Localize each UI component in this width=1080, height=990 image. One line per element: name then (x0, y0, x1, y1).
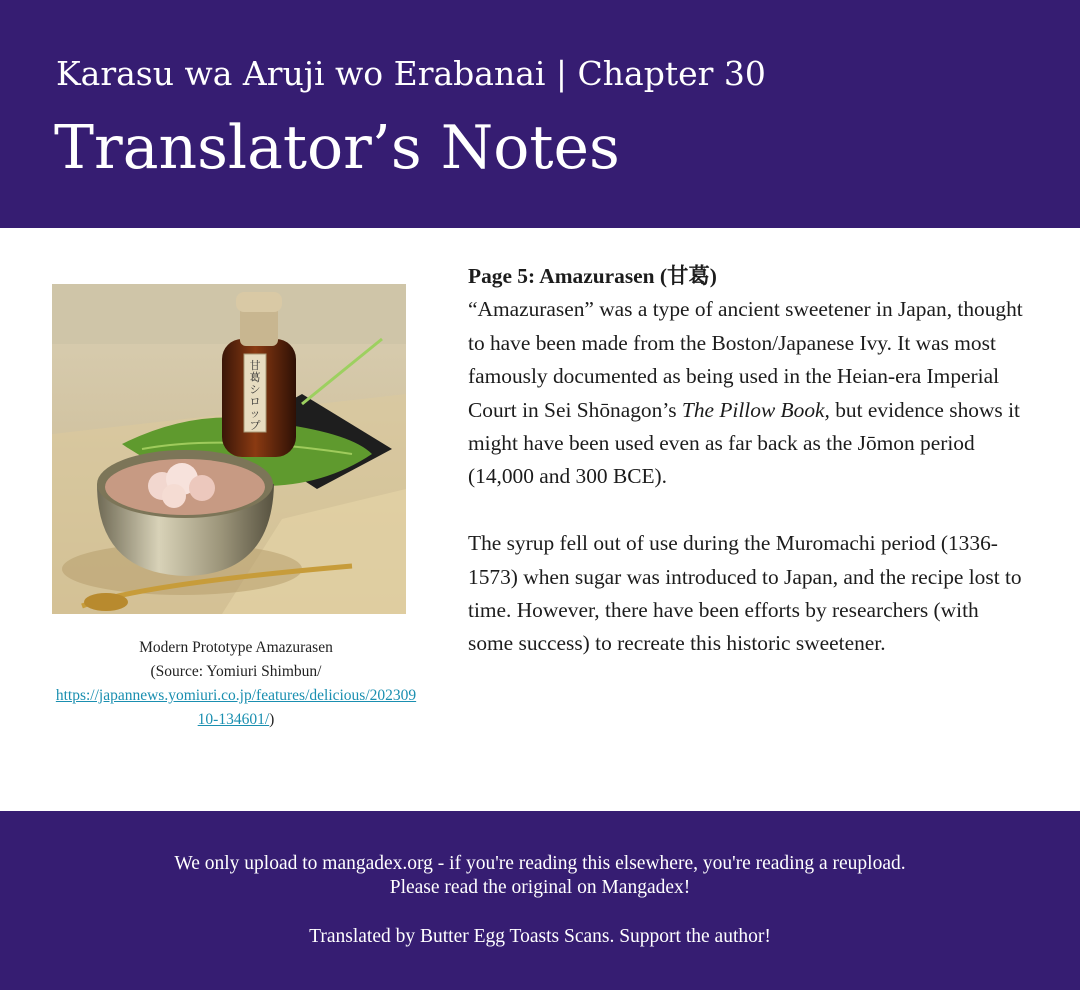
header-banner (0, 0, 1080, 228)
bottle-label-text: 甘葛シロップ (249, 359, 261, 432)
footer-read-original: Please read the original on Mangadex! (389, 877, 691, 898)
note-article (468, 260, 1028, 661)
book-title: The Pillow Book, (681, 397, 830, 422)
note-heading: Page 5: Amazurasen (甘葛) (468, 264, 717, 288)
paragraph-1-text: “Amazurasen” was a type of ancient sweetener in Japan, thought to have been made from the Boston/Japanese Ivy. It was most famously documented as being used in the Heian-era Imperial Court in Sei Shōnagon’s (468, 297, 1023, 422)
note-paragraph-1 (468, 293, 1028, 493)
footer-upload-notice: We only upload to mangadex.org - if you're reading this elsewhere, you're reading a reupload. (174, 853, 906, 874)
footer-credits: Translated by Butter Egg Toasts Scans. Support the author! (309, 926, 771, 947)
caption-source: (Source: Yomiuri Shimbun/ (150, 663, 322, 680)
series-chapter-title: Karasu wa Aruji wo Erabanai | Chapter 30 (56, 54, 766, 93)
caption-close-paren: ) (269, 711, 275, 728)
amazurasen-photo (52, 284, 406, 614)
source-link[interactable]: https://japannews.yomiuri.co.jp/features/delicious/20230910-134601/ (55, 687, 417, 728)
paragraph-1-text-cont: but evidence shows it might have been used even as far back as the Jōmon period (14,000 and 300 BCE). (468, 397, 1020, 489)
page-title: Translator’s Notes (54, 113, 620, 183)
note-paragraph-2: The syrup fell out of use during the Muromachi period (1336-1573) when sugar was introduced to Japan, and the recipe lost to time. However, there have been efforts by researchers (with some success) to recreate this historic sweetener. (468, 531, 1022, 656)
photo-caption (52, 636, 420, 732)
caption-title: Modern Prototype Amazurasen (139, 639, 333, 656)
footer-banner (0, 811, 1080, 990)
caption-link-line (52, 684, 420, 732)
